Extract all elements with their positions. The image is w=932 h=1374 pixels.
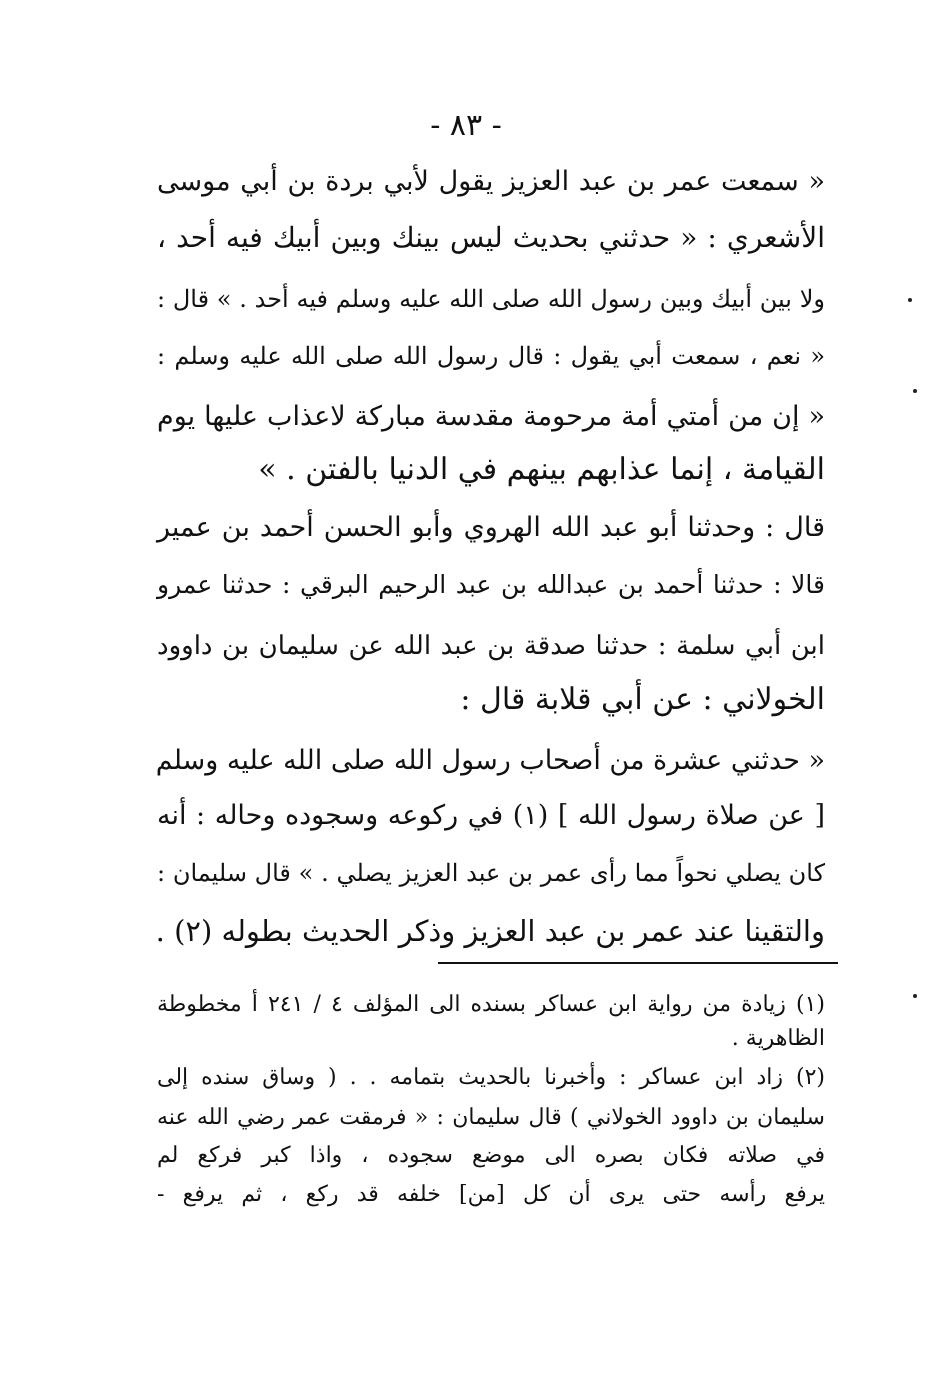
body-line: والتقينا عند عمر بن عبد العزيز وذكر الحديث بطوله (٢) .	[155, 914, 825, 948]
body-line: الأشعري : « حدثني بحديث ليس بينك وبين أبيك فيه أحد ،	[157, 221, 825, 254]
body-line: ابن أبي سلمة : حدثنا صدقة بن عبد الله عن سليمان بن داوود	[157, 631, 825, 661]
body-line: الخولاني : عن أبي قلابة قال :	[460, 682, 825, 717]
body-line: « إن من أمتي أمة مرحومة مقدسة مباركة لاعذاب عليها يوم	[157, 401, 825, 432]
footnote-separator	[438, 962, 838, 964]
scan-speck	[908, 298, 912, 302]
footnote-line: في صلاته فكان بصره الى موضع سجوده ، واذا كبر فركع لم	[157, 1143, 825, 1168]
body-line: « سمعت عمر بن عبد العزيز يقول لأبي بردة بن أبي موسى	[157, 166, 825, 197]
body-line: قالا : حدثنا أحمد بن عبدالله بن عبد الرحيم البرقي : حدثنا عمرو	[157, 570, 825, 599]
body-line: « نعم ، سمعت أبي يقول : قال رسول الله صلى الله عليه وسلم :	[157, 342, 826, 370]
footnote-line: يرفع رأسه حتى يرى أن كل [من] خلفه قد ركع ، ثم يرفع -	[157, 1182, 825, 1207]
body-line: [ عن صلاة رسول الله ] (١) في ركوعه وسجوده وحاله : أنه	[157, 800, 825, 831]
footnote-line: (١) زيادة من رواية ابن عساكر بسنده الى المؤلف ٤ / ٢٤١ أ مخطوطة	[157, 992, 825, 1017]
page-number: - ٨٣ -	[430, 108, 502, 143]
footnote-line: سليمان بن داوود الخولاني ) قال سليمان : « فرمقت عمر رضي الله عنه	[157, 1105, 825, 1130]
body-line: قال : وحدثنا أبو عبد الله الهروي وأبو الحسن أحمد بن عمير	[157, 512, 825, 543]
body-line: ولا بين أبيك وبين رسول الله صلى الله عليه وسلم فيه أحد . » قال :	[157, 285, 825, 313]
body-line: « حدثني عشرة من أصحاب رسول الله صلى الله عليه وسلم	[155, 745, 825, 776]
body-line: القيامة ، إنما عذابهم بينهم في الدنيا بالفتن . »	[258, 452, 825, 487]
body-line: كان يصلي نحواً مما رأى عمر بن عبد العزيز يصلي . » قال سليمان :	[157, 859, 825, 887]
scan-speck	[913, 389, 917, 393]
footnote-line: الظاهرية .	[731, 1026, 825, 1051]
footnote-line: (٢) زاد ابن عساكر : وأخبرنا بالحديث بتمامه . . ( وساق سنده إلى	[157, 1065, 825, 1090]
scan-speck	[913, 994, 917, 998]
